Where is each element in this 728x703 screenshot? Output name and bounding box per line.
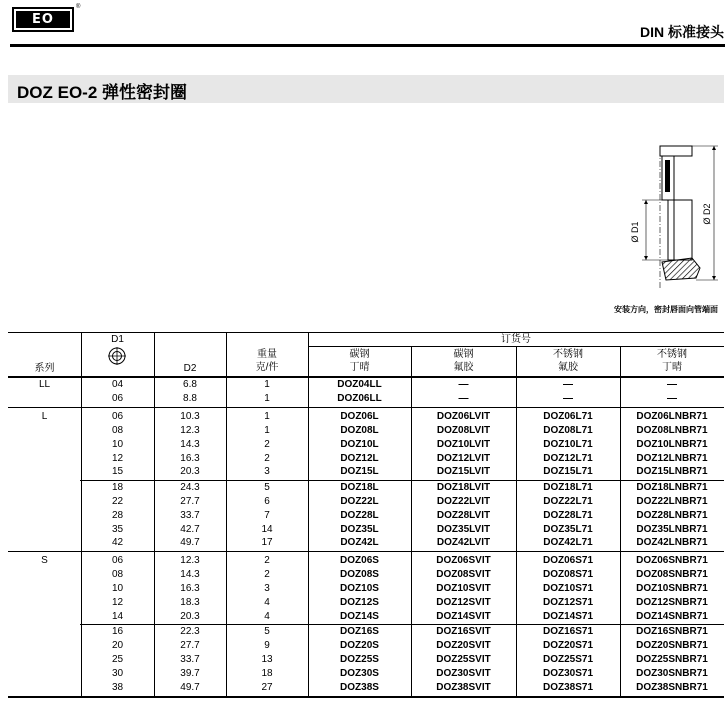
col-cs-nbr: 碳钢 <box>349 349 370 360</box>
table-cell: 10.3 <box>180 410 200 422</box>
table-cell: DOZ22LNBR71 <box>636 495 708 507</box>
table-cell: 42.7 <box>180 523 200 535</box>
table-cell: DOZ10S71 <box>542 583 594 595</box>
table-cell: DOZ06L <box>340 410 379 422</box>
table-cell: DOZ42LVIT <box>436 537 491 549</box>
table-cell: 4 <box>264 597 270 608</box>
seal-ring <box>662 258 700 280</box>
table-cell: 5 <box>264 481 270 493</box>
table-cell: 28 <box>111 509 124 521</box>
table-cell: DOZ06L71 <box>543 410 593 422</box>
group-rule <box>8 407 724 408</box>
col-weight: 重量 <box>257 349 277 360</box>
table-cell: DOZ12SVIT <box>436 597 491 608</box>
table-cell: 33.7 <box>180 654 200 666</box>
table-cell: DOZ10LNBR71 <box>636 438 708 450</box>
group-rule <box>8 696 724 698</box>
table-cell: 17 <box>261 537 273 549</box>
table-cell: DOZ38SVIT <box>436 681 491 693</box>
table-cell: 08 <box>111 424 124 436</box>
table-cell: DOZ30SNBR71 <box>636 668 708 679</box>
table-cell: DOZ18LVIT <box>436 481 491 493</box>
table-cell: DOZ15LVIT <box>436 466 491 478</box>
table-cell: DOZ28LVIT <box>436 509 491 521</box>
table-cell: 27.7 <box>180 640 200 652</box>
table-cell: 3 <box>264 583 270 595</box>
table-cell: 04 <box>111 379 124 390</box>
section-title: DIN 标准接头 <box>640 24 724 40</box>
table-cell: 5 <box>264 626 270 638</box>
table-cell: DOZ42L71 <box>543 537 593 549</box>
col-cs-fkm: 碳钢 <box>453 349 474 360</box>
table-cell: 2 <box>264 569 270 581</box>
series-label: LL <box>38 379 51 390</box>
table-cell: DOZ15L71 <box>543 466 593 478</box>
table-cell: DOZ06S <box>340 555 379 567</box>
table-cell: DOZ14SNBR71 <box>636 610 708 622</box>
table-cell: 16.3 <box>180 583 200 595</box>
table-cell: DOZ06LNBR71 <box>636 410 708 422</box>
table-cell: DOZ22LVIT <box>436 495 491 507</box>
header-rule <box>10 44 725 47</box>
table-cell: DOZ42LNBR71 <box>636 537 708 549</box>
table-cell: 06 <box>111 410 124 422</box>
table-cell: 14.3 <box>180 438 200 450</box>
table-cell: DOZ10L <box>340 438 379 450</box>
table-cell: 13 <box>261 654 273 666</box>
table-cell: DOZ28L71 <box>543 509 593 521</box>
table-cell: 27.7 <box>180 495 200 507</box>
table-cell: DOZ10SNBR71 <box>636 583 708 595</box>
table-cell: DOZ14S71 <box>542 610 594 622</box>
table-cell: DOZ20SVIT <box>436 640 491 652</box>
table-cell: — <box>458 379 469 390</box>
col-ss-fkm-sub: 氟胶 <box>558 362 578 373</box>
table-cell: DOZ08SNBR71 <box>636 569 708 581</box>
col-series: 系列 <box>34 363 55 374</box>
table-cell: DOZ16SVIT <box>436 626 491 638</box>
table-cell: DOZ22L <box>340 495 379 507</box>
table-cell: DOZ20S <box>340 640 379 652</box>
col-weight-unit: 克/件 <box>255 362 279 373</box>
table-cell: DOZ12LNBR71 <box>636 452 708 464</box>
table-cell: — <box>563 392 573 404</box>
table-cell: DOZ38S <box>340 681 379 693</box>
table-cell: DOZ08S <box>340 569 379 581</box>
seal-lip-upper <box>665 160 670 192</box>
table-cell: DOZ16SNBR71 <box>636 626 708 638</box>
table-cell: 18.3 <box>180 597 200 608</box>
table-cell: 39.7 <box>180 668 200 679</box>
seal-drawing <box>600 140 725 300</box>
table-cell: 06 <box>111 392 124 404</box>
table-cell: DOZ38SNBR71 <box>636 681 708 693</box>
col-cs-fkm-sub: 氟胶 <box>453 362 474 373</box>
table-cell: DOZ10L71 <box>543 438 593 450</box>
table-cell: DOZ20SNBR71 <box>636 640 708 652</box>
series-label: S <box>41 555 48 567</box>
table-cell: 12 <box>111 597 124 608</box>
col-d2: D2 <box>183 363 197 374</box>
table-cell: DOZ35L <box>340 523 379 535</box>
col-order-no: 订货号 <box>501 334 531 345</box>
table-cell: 15 <box>111 466 124 478</box>
table-cell: DOZ28L <box>340 509 379 521</box>
table-cell: — <box>667 392 677 404</box>
table-cell: 24.3 <box>180 481 200 493</box>
table-cell: 6.8 <box>183 379 197 390</box>
table-cell: 18 <box>261 668 273 679</box>
table-cell: 38 <box>111 681 124 693</box>
series-label: L <box>41 410 48 422</box>
table-cell: 2 <box>264 438 270 450</box>
table-cell: DOZ10S <box>340 583 379 595</box>
table-cell: 1 <box>264 424 270 436</box>
table-cell: DOZ06LL <box>337 392 382 404</box>
table-cell: 16 <box>111 626 124 638</box>
table-cell: 1 <box>264 379 270 390</box>
table-cell: 20.3 <box>180 466 200 478</box>
d1-label: Ø D1 <box>630 221 640 243</box>
table-cell: DOZ12L <box>340 452 379 464</box>
table-cell: DOZ14S <box>340 610 379 622</box>
table-cell: 6 <box>264 495 270 507</box>
table-cell: — <box>563 379 573 390</box>
table-cell: 42 <box>111 537 124 549</box>
table-cell: 49.7 <box>180 537 200 549</box>
table-cell: 10 <box>111 583 124 595</box>
table-cell: 22.3 <box>180 626 200 638</box>
table-cell: — <box>458 392 469 404</box>
table-cell: 14.3 <box>180 569 200 581</box>
table-cell: DOZ18L <box>340 481 379 493</box>
table-cell: 22 <box>111 495 124 507</box>
table-cell: 1 <box>264 410 270 422</box>
table-cell: DOZ35LNBR71 <box>636 523 708 535</box>
header-bottom-rule <box>8 376 724 378</box>
table-cell: DOZ12S71 <box>542 597 594 608</box>
table-cell: DOZ08L <box>340 424 379 436</box>
table-cell: DOZ08LNBR71 <box>636 424 708 436</box>
table-cell: DOZ18L71 <box>543 481 593 493</box>
table-cell: DOZ25S <box>340 654 379 666</box>
table-cell: DOZ28LNBR71 <box>636 509 708 521</box>
table-cell: DOZ10LVIT <box>436 438 491 450</box>
table-cell: DOZ06S71 <box>542 555 594 567</box>
table-cell: 20.3 <box>180 610 200 622</box>
table-cell: 12 <box>111 452 124 464</box>
table-cell: DOZ35L71 <box>543 523 593 535</box>
table-cell: DOZ04LL <box>337 379 382 390</box>
table-cell: 12.3 <box>180 424 200 436</box>
table-cell: DOZ15L <box>340 466 379 478</box>
table-cell: DOZ18LNBR71 <box>636 481 708 493</box>
table-cell: 20 <box>111 640 124 652</box>
table-cell: DOZ38S71 <box>542 681 594 693</box>
table-cell: DOZ15LNBR71 <box>636 466 708 478</box>
subgroup-rule <box>80 624 724 625</box>
table-cell: DOZ06SVIT <box>436 555 491 567</box>
table-cell: DOZ14SVIT <box>436 610 491 622</box>
table-cell: DOZ30SVIT <box>436 668 491 679</box>
table-cell: DOZ22L71 <box>543 495 593 507</box>
table-cell: DOZ35LVIT <box>436 523 491 535</box>
eo-logo <box>12 7 74 32</box>
table-cell: 10 <box>111 438 124 450</box>
table-cell: 06 <box>111 555 124 567</box>
table-cell: 9 <box>264 640 270 652</box>
group-rule <box>8 551 724 552</box>
table-cell: 33.7 <box>180 509 200 521</box>
table-cell: 49.7 <box>180 681 200 693</box>
table-cell: 8.8 <box>183 392 197 404</box>
table-cell: DOZ16S <box>340 626 379 638</box>
d2-label: Ø D2 <box>702 203 712 225</box>
table-cell: DOZ42L <box>340 537 379 549</box>
page-title: DOZ EO-2 弹性密封圈 <box>17 83 188 102</box>
table-cell: 3 <box>264 466 270 478</box>
install-caption: 安装方向，密封唇面向管端面 <box>614 305 718 314</box>
subgroup-rule <box>80 480 724 481</box>
table-cell: 25 <box>111 654 124 666</box>
registered-mark: ® <box>76 4 81 10</box>
table-cell: DOZ08L71 <box>543 424 593 436</box>
table-cell: DOZ06LVIT <box>436 410 491 422</box>
col-cs-nbr-sub: 丁晴 <box>349 362 370 373</box>
table-cell: 7 <box>264 509 270 521</box>
col-d1: D1 <box>111 334 124 345</box>
table-cell: DOZ20S71 <box>542 640 594 652</box>
table-cell: DOZ30S <box>340 668 379 679</box>
table-cell: 4 <box>264 610 270 622</box>
table-cell: DOZ12LVIT <box>436 452 491 464</box>
table-cell: DOZ12S <box>340 597 379 608</box>
table-cell: DOZ08LVIT <box>436 424 491 436</box>
table-cell: 2 <box>264 452 270 464</box>
table-cell: DOZ16S71 <box>542 626 594 638</box>
table-cell: 1 <box>264 392 270 404</box>
table-top-rule <box>8 332 724 333</box>
logo-text: EO <box>16 11 70 28</box>
table-cell: 27 <box>261 681 273 693</box>
table-cell: DOZ25SVIT <box>436 654 491 666</box>
table-cell: 35 <box>111 523 124 535</box>
table-cell: 14 <box>261 523 273 535</box>
table-cell: DOZ30S71 <box>542 668 594 679</box>
table-cell: DOZ08S71 <box>542 569 594 581</box>
table-cell: DOZ08SVIT <box>436 569 491 581</box>
table-cell: — <box>667 379 677 390</box>
table-cell: 18 <box>111 481 124 493</box>
col-ss-fkm: 不锈钢 <box>553 349 583 360</box>
table-cell: DOZ06SNBR71 <box>636 555 708 567</box>
table-cell: DOZ25S71 <box>542 654 594 666</box>
table-cell: DOZ12SNBR71 <box>636 597 708 608</box>
table-cell: 14 <box>111 610 124 622</box>
col-ss-nbr-sub: 丁晴 <box>662 362 682 373</box>
table-cell: DOZ25SNBR71 <box>636 654 708 666</box>
table-cell: 08 <box>111 569 124 581</box>
table-cell: 30 <box>111 668 124 679</box>
bore-symbol-icon <box>108 347 126 365</box>
col-ss-nbr: 不锈钢 <box>657 349 687 360</box>
table-cell: DOZ12L71 <box>543 452 593 464</box>
table-cell: 16.3 <box>180 452 200 464</box>
table-cell: 2 <box>264 555 270 567</box>
table-cell: 12.3 <box>180 555 200 567</box>
table-cell: DOZ10SVIT <box>436 583 491 595</box>
